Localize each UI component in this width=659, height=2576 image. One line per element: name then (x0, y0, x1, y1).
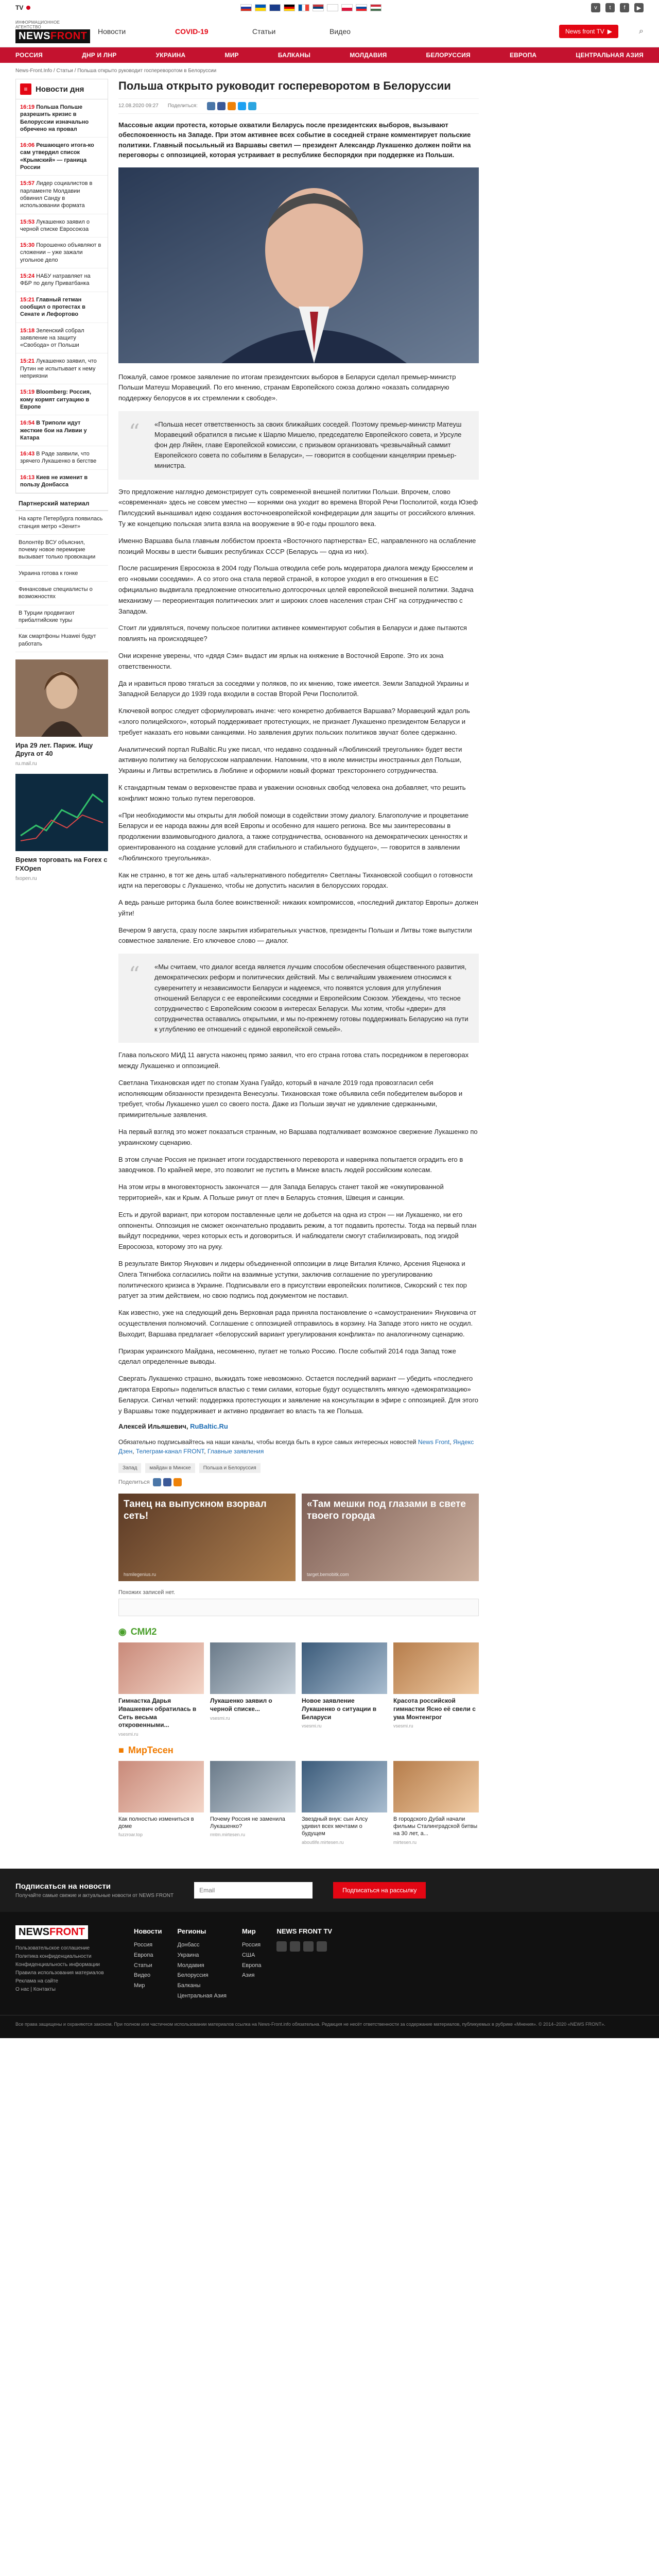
article-paragraph: Как известно, уже на следующий день Верховная рада приняла постановление о «самоустранении» Януковича от осуществления полномочий. Соглашение с оппозицией отправилось в корзину. На Западе этого никто не осудил. Выходит, Варшава предлагает «белорусский вариант урегулирования конфликта» по аналогичному сценарию. (118, 1309, 477, 1338)
article-paragraph: Глава польского МИД 11 августа наконец прямо заявил, что его страна готова стать посредником в переговорах между Лукашенко и оппозицией. (118, 1051, 469, 1070)
footer-legal-links[interactable]: Пользовательское соглашение Политика конфиденциальности Конфиденциальность информации Правила использования материалов Реклама на сайте О нас | Контакты (15, 1945, 104, 1992)
ad-1-caption: Ира 29 лет. Париж. Ищу Друга от 40 (15, 741, 93, 758)
article-title: Польша открыто руководит госпереворотом в Белоруссии (118, 79, 451, 92)
news-list-icon: ≡ (20, 83, 31, 95)
footer-logo-front: FRONT (49, 1926, 85, 1938)
mirtesen-title: МирТесен (128, 1744, 174, 1755)
partner-item[interactable]: Как смартфоны Huawei будут работать (15, 629, 108, 652)
news-time: 15:21 (20, 358, 35, 365)
news-of-day-header (16, 79, 108, 99)
article-lead: Массовые акции протеста, которые охватили Беларусь после президентских выборов, вызывают обеспокоенность на Западе. При этом активнее всех событие в соседней стране комментирует польские политики. Главный посыльный из Варшавы светил — президент Александр Лукашенко должен пойти на переговоры с оппозицией, которая устраивает в республике беспорядки при поддержке из Польши. (118, 121, 471, 159)
share-ok-icon[interactable] (228, 102, 236, 110)
news-headline: В Раде заявили, что зрячего Лукашенко в бегстве (20, 451, 97, 465)
region-central-asia[interactable]: ЦЕНТРАЛЬНАЯ АЗИЯ (576, 52, 644, 59)
follow-text: Обязательно подписывайтесь на наши каналы, чтобы всегда быть в курсе самых интересных новостей (118, 1438, 417, 1446)
subscribe-section (0, 1869, 659, 1912)
top-utility-bar (0, 0, 659, 15)
article-paragraph: Пожалуй, самое громкое заявление по итогам президентских выборов в Беларуси сделал премьер-министр Польши Матеуш Моравецкий. По его мнению, странам Европейского союза должно «оказать солидарную поддержку белорусов в их стремлении к свободе». (118, 372, 456, 402)
article-paragraph: В этом случае Россия не признает итоги государственного переворота и наверняка попытается оградить его в заводчиков. По крайней мере, это позволит не пустить в Минске власть людей российским колесам. (118, 1155, 463, 1174)
footer-col-title: Мир (241, 1927, 256, 1935)
footer-fb-icon[interactable] (290, 1941, 300, 1952)
news-of-day-title: Новости дня (36, 84, 84, 94)
sidebar-news-item[interactable] (16, 214, 108, 238)
region-world[interactable]: МИР (224, 52, 239, 59)
article-meta (118, 98, 479, 114)
footer-link[interactable]: Белоруссия (177, 1972, 209, 1979)
article-date: 12.08.2020 09:27 (118, 103, 159, 109)
flag-fr-icon[interactable] (298, 4, 309, 11)
smi2-card-image (393, 1642, 479, 1694)
news-time: 15:30 (20, 242, 35, 249)
news-time: 15:57 (20, 180, 35, 187)
site-header (0, 15, 659, 47)
nav-covid[interactable]: COVID-19 (175, 27, 209, 36)
mirtesen-card-title: Почему Россия не заменила Лукашенко? (210, 1816, 285, 1830)
article-paragraph: На первый взгляд это может показаться странным, но Варшава подталкивает возможное свержение Лукашенко по украинскому сценарию. (118, 1128, 478, 1146)
sidebar-news-item[interactable] (16, 446, 108, 470)
news-headline: Зеленский собрал заявление на защиту «Свобода» от Польши (20, 327, 84, 349)
article-quote (118, 954, 479, 1043)
footer-tv (276, 1925, 332, 2002)
smi2-card-image (302, 1642, 387, 1694)
footer-link[interactable]: Центральная Азия (177, 1993, 227, 1999)
region-nav (0, 47, 659, 63)
sidebar-news-item[interactable] (16, 415, 108, 446)
article-paragraph: Призрак украинского Майдана, несомненно, пугает не только Россию. После событий 2014 года Запад тоже сделал определенные выводы. (118, 1347, 456, 1366)
smi2-card[interactable] (210, 1642, 296, 1736)
article-author (118, 1422, 479, 1430)
news-headline: Главный гетман сообщил о протестах в Сенате и Лефортово (20, 296, 85, 318)
follow-link-telegram[interactable]: Телеграм-канал FRONT (135, 1448, 204, 1455)
quote-text: «Польша несет ответственность за своих ближайших соседей. Поэтому премьер-министр Матеуш Моравецкий обратился в письме к Шарлю Мишелю, председателю Европейского совета, и Урсуле фон дер Ляйен, главе Европейской комиссии, с призывом организовать чрезвычайный саммит Европейского совета по событиям в Беларуси», — говорится в сообщении канцелярии премьер-министра. (154, 420, 462, 470)
footer-link[interactable]: Молдавия (177, 1962, 204, 1969)
play-icon: ▶ (607, 28, 613, 35)
region-ukraine[interactable]: УКРАИНА (155, 52, 186, 59)
smi2-card-source: vsesmi.ru (302, 1723, 322, 1729)
sidebar-news-item[interactable] (16, 238, 108, 268)
mirtesen-card-source: mirtesen.ru (393, 1839, 417, 1845)
footer-col-title: Новости (134, 1927, 162, 1935)
footer-link[interactable]: Видео (134, 1972, 151, 1979)
promo-2-caption: «Там мешки под глазами в свете твоего города (307, 1499, 466, 1522)
article-hero-image (118, 167, 479, 363)
flag-sk-icon[interactable] (356, 4, 367, 11)
subscribe-email-input[interactable] (194, 1882, 313, 1899)
vk-icon[interactable]: v (591, 3, 600, 12)
news-of-day-box (15, 79, 108, 494)
footer-fine-print (0, 2015, 659, 2038)
smi2-card-title: Красота российской гимнастки Ясно её свели с ума Монтенгрог (393, 1697, 476, 1721)
article-paragraph: После расширения Евросоюза в 2004 году Польша отводила себе роль модератора диалога между Брюсселем и его «новыми соседями». А со этого она стала первой страной, в которое уходил в его отношения в ЕС официально выдвигала предложение относительно долгосрочных целей европейской внешней политики. Задача механизму — переориентация политических элит и широких слоев населения стран СНГ на сотрудничество с Западом. (118, 564, 474, 615)
flag-ua-icon[interactable] (255, 4, 266, 11)
live-dot-icon (26, 6, 30, 10)
share-fb-icon[interactable] (163, 1478, 171, 1486)
footer-tv-label[interactable]: NEWS FRONT TV (276, 1927, 333, 1935)
smi2-card-title: Лукашенко заявил о черной списке... (210, 1697, 272, 1713)
mirtesen-header (118, 1745, 479, 1756)
footer-col-world (242, 1925, 262, 2002)
footer-link[interactable]: Мир (134, 1982, 145, 1989)
logo-word-front: FRONT (50, 30, 88, 42)
bottom-share-label: Поделиться (118, 1479, 150, 1486)
bottom-share-buttons (153, 1478, 182, 1486)
article-paragraph: Есть и другой вариант, при котором поставленные цели не добьется на одна из строн — ни Лукашенко, ни его оппоненты. Оппозиция не сможет окончательно продавить режим, а тот подавить протесты. Тогда на первый план выйдут посредники, через которых есть и договориться. И наблюдатели смогут стабилизировать, под эгидой Евросоюза, которому это на руку. (118, 1210, 477, 1251)
mirtesen-card[interactable] (118, 1761, 204, 1845)
flag-pl-icon[interactable] (341, 4, 353, 11)
smi2-card[interactable] (393, 1642, 479, 1736)
tv-label: TV (15, 4, 24, 11)
smi2-card-image (118, 1642, 204, 1694)
smi2-card-title: Новое заявление Лукашенко о ситуации в Беларуси (302, 1697, 377, 1721)
smi2-card-image (210, 1642, 296, 1694)
sidebar-ad-2[interactable] (15, 774, 108, 882)
mirtesen-card-title: Звездный внук: сын Алсу удивил всех мечтами о будущем (302, 1816, 368, 1837)
article-main (118, 79, 479, 1853)
language-flags (240, 4, 381, 11)
subscribe-desc: Получайте самые свежие и актуальные новости от NEWS FRONT (15, 1892, 174, 1899)
news-time: 16:13 (20, 474, 35, 481)
flag-hu-icon[interactable] (370, 4, 381, 11)
article-paragraph: Светлана Тихановская идет по стопам Хуана Гуайдо, который в начале 2019 года провозгласил себя исполняющим обязанности президента Венесуэлы. Тихановская тоже объявила себя победителем выборов и требует, чтобы Лукашенко ушел со своего поста. Даже из Польши звучат не удивление сдержанными, примирительные заявления. (118, 1078, 463, 1119)
subscribe-text (15, 1882, 174, 1899)
logo-wordmark (15, 29, 90, 43)
footer-link[interactable]: Статьи (134, 1962, 152, 1969)
promo-row (118, 1494, 479, 1581)
article-paragraph: Стоит ли удивляться, почему польское политики активнее комментируют события в Беларуси и даже пытаются повлиять на происходящее? (118, 624, 467, 643)
comment-box[interactable] (118, 1599, 479, 1616)
news-front-tv-button[interactable] (559, 25, 618, 38)
share-ok-icon[interactable] (174, 1478, 182, 1486)
promo-card-1[interactable] (118, 1494, 296, 1581)
smi2-grid (118, 1642, 479, 1736)
article-paragraph: Ключевой вопрос следует сформулировать иначе: чего конкретно добивается Варшава? Моравецкий ждал роль «злого полицейского», который поддерживает протестующих, не признает Лукашенко президентом Беларуси и требует наказать его новыми санкциями. Но заявления других польских политиков звучат более сдержанно. (118, 707, 470, 736)
mirtesen-card-title: Как полностью измениться в доме (118, 1816, 194, 1830)
tv-indicator[interactable] (15, 4, 30, 11)
partner-item[interactable]: В Турции продвигают прибалтийские туры (15, 605, 108, 629)
sidebar-news-item[interactable] (16, 470, 108, 494)
footer-link[interactable]: США (241, 1952, 255, 1958)
article-paragraph: Аналитический портал RuBaltic.Ru уже писал, что недавно созданный «Люблинский треугольник» будет вести активную политику на белорусском направлении. Напомним, что в июле министры иностранных дел Польши, Украины и Литвы встретились в Люблине и оформили новый формат трехстороннего сотрудничества. (118, 745, 462, 775)
footer-logo-block (15, 1925, 118, 2002)
footer-col-news (134, 1925, 162, 2002)
footer-link[interactable]: Балканы (177, 1982, 201, 1989)
footer-link[interactable]: Европа (241, 1962, 262, 1969)
logo-word-news: NEWS (19, 30, 50, 42)
news-headline: Решающего итога-ко сам утвердил список «Крымский» — граница России (20, 142, 94, 171)
partners-header: Партнерский материал (15, 494, 108, 511)
share-vk-icon[interactable] (207, 102, 215, 110)
article-paragraph: На этом игры в многовекторность закончатся — для Запада Беларусь станет такой же «оккупированной территорией», как и Крым. А Польше ринут от плеч в Беларусь стояния, Швеция и санкции. (118, 1183, 444, 1202)
mirtesen-card[interactable] (210, 1761, 296, 1845)
sidebar-news-item[interactable] (16, 99, 108, 138)
footer-tg-icon[interactable] (303, 1941, 314, 1952)
region-russia[interactable]: РОССИЯ (15, 52, 43, 59)
news-time: 15:18 (20, 327, 35, 334)
smi2-card-source: vsesmi.ru (393, 1723, 413, 1729)
article-body (118, 372, 479, 1417)
footer-link[interactable]: Россия (241, 1942, 261, 1948)
site-footer (0, 1912, 659, 2015)
follow-channels: Обязательно подписывайтесь на наши каналы, чтобы всегда быть в курсе самых интересных новостей News Front, Яндекс Дзен, Телеграм-канал FRONT, Главные заявления (118, 1438, 474, 1455)
mirtesen-card-image (210, 1761, 296, 1812)
flag-ru-icon[interactable] (240, 4, 252, 11)
footer-logo[interactable] (15, 1925, 88, 1939)
nav-articles[interactable]: Статьи (252, 27, 276, 36)
smi2-card-source: vsesmi.ru (118, 1731, 138, 1737)
footer-link[interactable]: Европа (134, 1952, 153, 1958)
flag-sr-icon[interactable] (313, 4, 324, 11)
mirtesen-grid (118, 1761, 479, 1845)
left-sidebar (15, 79, 108, 882)
partners-list (15, 511, 108, 652)
mirtesen-card-source: fuzzroar.top (118, 1832, 143, 1838)
footer-col-regions (178, 1925, 227, 2002)
bottom-share (118, 1478, 479, 1486)
article-paragraph: Вечером 9 августа, сразу после закрытия избирательных участков, президенты Польши и Литвы тоже выпустили совместное заявление. Его ключевое слово — диалог. (118, 926, 472, 945)
news-headline: Киев не изменит в пользу Донбасса (20, 474, 88, 488)
share-vk-icon[interactable] (153, 1478, 161, 1486)
ad-2-image (15, 774, 108, 851)
tv-button-label: News front TV (565, 28, 604, 35)
article-paragraph: Именно Варшава была главным лоббистом проекта «Восточного партнерства» ЕС, направленного на ослабление позиций Москвы в шести бывших республиках СССР (Беларусь — одна из них). (118, 536, 476, 555)
sidebar-ad-1[interactable] (15, 659, 108, 767)
sidebar-news-item[interactable] (16, 353, 108, 384)
telegram-icon[interactable]: t (605, 3, 615, 12)
mirtesen-card-image (302, 1761, 387, 1812)
footer-social (276, 1941, 332, 1952)
ad-1-source: ru.mail.ru (15, 761, 37, 767)
partner-item[interactable]: Финансовые специалисты о возможностях (15, 582, 108, 605)
tag[interactable]: майдан в Минске (145, 1463, 195, 1473)
facebook-icon[interactable]: f (620, 3, 629, 12)
news-time: 15:24 (20, 273, 35, 280)
news-time: 16:06 (20, 142, 35, 149)
follow-link-main[interactable]: Главные заявления (207, 1448, 264, 1455)
article-paragraph: Как не странно, в тот же день штаб «альтернативного победителя» Светланы Тихановской сообщил о готовности идти на переговоры с Лукашенко, чтобы не допустить насилия в белорусских городах. (118, 871, 473, 890)
news-headline: Bloomberg: Россия, кому кормят ситуацию в Европе (20, 389, 92, 410)
ad-2-source: fxopen.ru (15, 875, 37, 882)
partner-item[interactable]: Волонтёр ВСУ объяснил, почему новое перемирие вызывает только провокации (15, 535, 108, 566)
article-paragraph: К стандартным темам о верховенстве права и уважении основных свобод человека она добавляет, что решить конфликт можно только путем переговоров. (118, 783, 466, 802)
smi2-card[interactable] (302, 1642, 387, 1736)
region-belarus[interactable]: БЕЛОРУССИЯ (426, 52, 471, 59)
news-headline: Польша Польше разрешить кризис в Белоруссии изначально обречено на провал (20, 104, 89, 132)
region-balkans[interactable]: БАЛКАНЫ (278, 52, 311, 59)
footer-logo-news: NEWS (19, 1926, 49, 1938)
subscribe-button[interactable]: Подписаться на рассылку (333, 1882, 426, 1899)
footer-link[interactable]: Россия (134, 1942, 153, 1948)
sidebar-news-item[interactable] (16, 323, 108, 354)
promo-1-caption: Танец на выпускном взорвал сеть! (124, 1499, 267, 1522)
news-of-day-list (16, 99, 108, 493)
smi2-title: СМИ2 (130, 1626, 157, 1637)
quote-icon: “ (129, 419, 140, 445)
mirtesen-card[interactable] (393, 1761, 479, 1845)
search-icon[interactable]: ⌕ (639, 27, 644, 36)
region-moldova[interactable]: МОЛДАВИЯ (350, 52, 387, 59)
follow-link-newsfront[interactable]: News Front (418, 1438, 450, 1446)
sidebar-news-item[interactable] (16, 176, 108, 214)
news-headline: Порошенко объявляют в сложении – уже зажали угольное дело (20, 242, 101, 263)
article-paragraph: Они искренне уверены, что «дядя Сэм» выдаст им ярлык на княжение в Восточной Европе. Это их зона ответственности. (118, 651, 444, 670)
news-headline: Лукашенко заявил о черной списке Евросоюза (20, 218, 90, 232)
smi2-header (118, 1626, 479, 1637)
partner-item[interactable]: На карте Петербурга появилась станция метро «Зенит» (15, 511, 108, 535)
news-time: 16:19 (20, 104, 35, 110)
footer-link[interactable]: Азия (241, 1972, 255, 1979)
promo-2-source: target.bemobitk.com (307, 1572, 349, 1578)
mirtesen-card[interactable] (302, 1761, 387, 1845)
fine-print-text: Все права защищены и охраняются законом. При полном или частичном использовании материалов ссылка на News-Front.info обязательна. Редакция не несёт ответственности за содержание материалов, публикуемых в рубрике «Мнения». © 2014–2020 «NEWS FRONT». (15, 2021, 605, 2027)
flag-en-icon[interactable] (269, 4, 281, 11)
mirtesen-card-source: rmtm.mirtesen.ru (210, 1832, 246, 1838)
flag-ge-icon[interactable] (327, 4, 338, 11)
tag[interactable]: Запад (118, 1463, 141, 1473)
quote-text: «Мы считаем, что диалог всегда является лучшим способом обеспечения общественного развития, демократических реформ и политических действий. Мы с величайшим уважением относимся к суверенитету и независимости Беларуси и надеемся, что появятся условия для углубления отношений Беларуси с ее европейскими соседями и Европейским Союзом. Убеждены, что тесное сотрудничество с Европейским союзом в интересах Беларуси. Мы хотим, чтобы «двери» для сотрудничества оставались открытыми, и мы по-прежнему готовы поддерживать Беларусию на пути к углублению ее отношений с единой европейской семьей». (154, 963, 469, 1033)
news-time: 16:43 (20, 451, 35, 457)
smi2-card-source: vsesmi.ru (210, 1715, 230, 1721)
promo-card-2[interactable] (302, 1494, 479, 1581)
region-europe[interactable]: ЕВРОПА (509, 52, 537, 59)
author-name: Алексей Ильяшевич, (118, 1422, 188, 1431)
promo-1-source: hsmilegenius.ru (124, 1572, 157, 1578)
author-source-link[interactable]: RuBaltic.Ru (190, 1422, 228, 1431)
article-tags (118, 1463, 479, 1473)
quote-icon: “ (129, 962, 140, 988)
footer-col-title: Регионы (177, 1927, 206, 1935)
article-paragraph: Свергать Лукашенко страшно, выжидать тоже невозможно. Остается последний вариант — убедить «последнего диктатора Европы» поделиться властью с теми силами, которые будут осуществлять мягкую «демократизацию» Беларуси. Сигнал четкий: поддержка протестующих и заявление на консультации в эфире с оппозицией. Для этого у Варшавы тоже поддерживает и активно продвигает во власть та же Польша. (118, 1375, 479, 1415)
news-time: 15:21 (20, 296, 35, 303)
follow-link-zen[interactable]: Яндекс Дзен (118, 1438, 474, 1455)
sidebar-news-item[interactable] (16, 138, 108, 176)
region-dnr-lnr[interactable]: ДНР И ЛНР (82, 52, 117, 59)
topbar-social (591, 3, 644, 12)
subscribe-title: Подписаться на новости (15, 1882, 111, 1891)
share-tw-icon[interactable] (238, 102, 246, 110)
sidebar-news-item[interactable] (16, 384, 108, 415)
ad-1-image (15, 659, 108, 737)
footer-link[interactable]: Донбасс (177, 1942, 200, 1948)
article-paragraph: «При необходимости мы открыты для любой помощи в содействии этому диалогу. Благополучие и процветание Беларуси и ее народа важны для всей Европы и особенно для нашего региона. Все мы заинтересованы в продолжении взаимовыгодного диалога, а также сотрудничества, основанного на демократических ценностях и ориентированного на создание условий для стабильного и стабильного будущего», — говорится в заявлении «Люблинского треугольника». (118, 811, 469, 862)
news-headline: НАБУ натравляет на ФБР по делу Приватбанка (20, 273, 91, 287)
mirtesen-card-image (393, 1761, 479, 1812)
news-headline: В Триполи идут жесткие бои на Ливии у Катара (20, 420, 87, 441)
mirtesen-card-title: В городского Дубай начали фильмы Сталинградской битвы на 30 лет, а... (393, 1816, 478, 1837)
footer-link[interactable]: Украина (177, 1952, 199, 1958)
mirtesen-card-source: aboutlife.mirtesen.ru (302, 1839, 344, 1845)
news-time: 15:19 (20, 389, 35, 396)
article-quote (118, 411, 479, 480)
flag-de-icon[interactable] (284, 4, 295, 11)
share-buttons (207, 102, 256, 110)
sidebar-news-item[interactable] (16, 292, 108, 323)
mirtesen-logo-icon: ■ (118, 1744, 124, 1755)
youtube-icon[interactable]: ▶ (634, 3, 644, 12)
mirtesen-card-image (118, 1761, 204, 1812)
article-paragraph: В результате Виктор Янукович и лидеры объединенной оппозиции в лице Виталия Кличко, Арсения Яценюка и Олега Тягнибока согласились пойти на взаимные уступки, заключив соглашение по урегулированию политического кризиса в Украине. Подписывали его в присутствии европейских политиков, Сикорский с тех пор ратует за этим действием, но свою подпись под документом не поставил. (118, 1260, 467, 1300)
smi2-card-title: Гимнастка Дарья Ивашкевич обратилась в Сеть весьма откровенными... (118, 1697, 197, 1729)
news-headline: Лидер социалистов в парламенте Молдавии обвинил Санду в использовании формата (20, 180, 93, 209)
news-time: 16:54 (20, 420, 35, 427)
header-nav (98, 27, 539, 36)
logo-tagline: ИНФОРМАЦИОННОЕ АГЕНТСТВО (15, 20, 60, 29)
article-paragraph: Это предложение наглядно демонстрирует суть современной внешней политики Польши. Впрочем, слово «современная» здесь не совсем уместно — корнями она уходит во времена Второй Речи Посполитой, когда Юзеф Пилсудский вынашивал идею создания восточноевропейской конфедерации для защиты от российского влияния. Ту же концепцию польская элита взяла на вооружение в 90-е годы прошлого века. (118, 487, 478, 528)
nav-news[interactable]: Новости (98, 27, 126, 36)
tag[interactable]: Польша и Белоруссия (199, 1463, 261, 1473)
ad-2-caption: Время торговать на Forex с FXOpen (15, 856, 108, 872)
share-label: Поделиться: (167, 103, 198, 109)
smi2-card[interactable] (118, 1642, 204, 1736)
article-paragraph: Да и нравиться прово тягаться за соседями у поляков, по их мнению, тоже имеется. Земли Западной Украины и Западной Беларуси до 1939 года входили в состав Второй Речи Посполитой. (118, 679, 469, 698)
article-paragraph: А ведь раньше риторика была более воинственной: никаких компромиссов, «последний диктатор Европы» должен уйти! (118, 899, 478, 917)
sidebar-news-item[interactable] (16, 268, 108, 292)
footer-vk-icon[interactable] (276, 1941, 287, 1952)
nav-video[interactable]: Видео (330, 27, 351, 36)
smi2-logo-icon: ◉ (118, 1626, 127, 1637)
site-logo[interactable] (15, 20, 88, 43)
share-tg-icon[interactable] (248, 102, 256, 110)
news-headline: Лукашенко заявил, что Путин не испытывает к нему неприязни (20, 358, 97, 380)
news-time: 15:53 (20, 218, 35, 225)
breadcrumb[interactable]: News-Front.Info / Статьи / Польша открыто руководит госпереворотом в Белоруссии (15, 68, 217, 74)
no-related-posts: Похожих записей нет. (118, 1589, 176, 1596)
partner-item[interactable]: Украина готова к гонке (15, 566, 108, 582)
share-fb-icon[interactable] (217, 102, 226, 110)
footer-yt-icon[interactable] (317, 1941, 327, 1952)
